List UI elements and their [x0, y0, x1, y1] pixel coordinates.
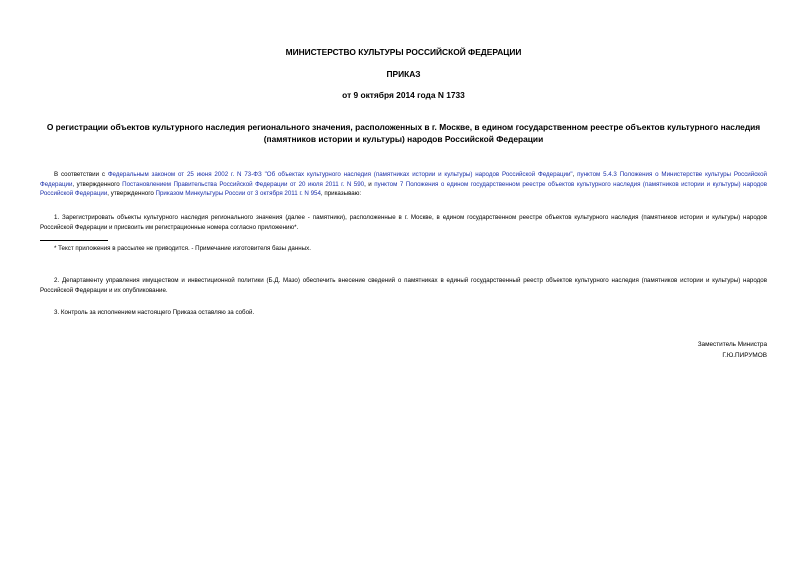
item-2-paragraph: 2. Департаменту управления имуществом и инвестиционной политики (Б.Д. Мазо) обеспечить внесение сведений о памятниках в единый государственный реестр объектов культурного наследия (памятников истории и культуры) народов Российской Федерации и их опубликование. [40, 277, 767, 294]
registry-regulation-link[interactable]: пунктом 7 Положения о едином государственном реестре объектов культурного наследия (памятников истории и культуры) народов Российской Федерации [40, 180, 767, 198]
preamble-text: , утвержденного [72, 180, 123, 188]
date-number-heading: от 9 октября 2014 года N 1733 [342, 90, 465, 100]
ministry-order-link[interactable]: Приказом Минкультуры России от 3 октября 2011 г. N 954 [155, 190, 321, 198]
signatory-position: Заместитель Министра [697, 341, 767, 348]
item-1-paragraph: 1. Зарегистрировать объекты культурного наследия регионального значения (далее - памятники), расположенные в г. Москве, в едином государственном реестре объектов культурного наследия (памятников истории и культуры) народов Российской Федерации и присвоить им регистрационные номера согласно приложению*. [40, 214, 767, 231]
preamble-text: , приказываю: [320, 190, 362, 198]
ministry-regulation-link[interactable]: пунктом 5.4.3 Положения о Министерстве культуры Российской Федерации [40, 171, 767, 188]
footnote-text: * Текст приложения в рассылке не приводится. - Примечание изготовителя базы данных. [54, 245, 311, 252]
government-decree-link[interactable]: Постановлением Правительства Российской Федерации от 20 июля 2011 г. N 590 [122, 180, 365, 188]
preamble-text: , [572, 171, 578, 178]
preamble-text: В соответствии с [54, 171, 108, 178]
doc-type-heading: ПРИКАЗ [386, 69, 421, 79]
footnote-divider [40, 240, 108, 241]
federal-law-link[interactable]: Федеральным законом от 25 июня 2002 г. N 73-ФЗ "Об объектах культурного наследия (памятниках истории и культуры) народов Российской Федерации" [107, 171, 573, 178]
item-3-paragraph: 3. Контроль за исполнением настоящего Приказа оставляю за собой. [54, 309, 255, 316]
signatory-name: Г.Ю.ПИРУМОВ [722, 352, 767, 359]
preamble-text: , и [364, 180, 375, 188]
preamble-paragraph [40, 170, 767, 199]
ministry-heading: МИНИСТЕРСТВО КУЛЬТУРЫ РОССИЙСКОЙ ФЕДЕРАЦИИ [285, 47, 522, 57]
order-subject: О регистрации объектов культурного наследия регионального значения, расположенных в г. Москве, в едином государственном реестре объектов культурного наследия (памятников истории и культуры) народов Российской Федерации [46, 122, 761, 144]
preamble-text: , утвержденного [107, 190, 156, 198]
